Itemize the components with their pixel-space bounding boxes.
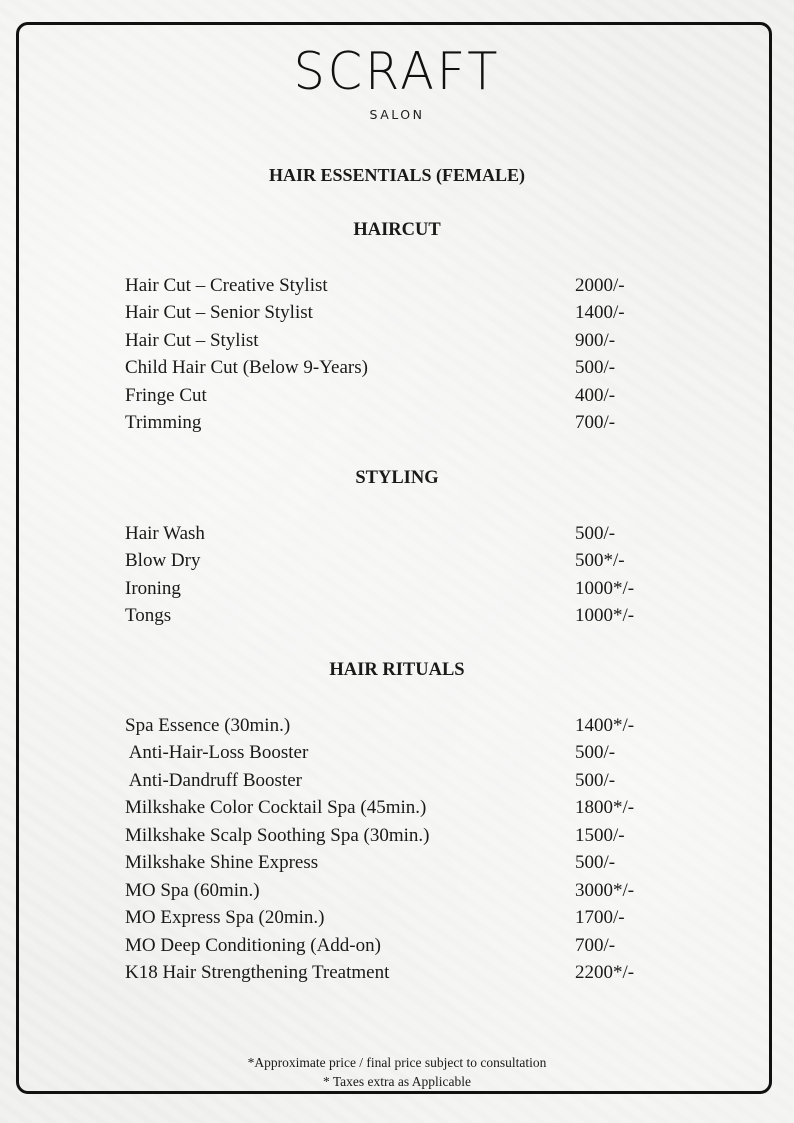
list-item: [125, 410, 685, 438]
list-item: [125, 877, 685, 905]
item-price: 1500/-: [575, 824, 625, 846]
list-item: [125, 520, 685, 548]
item-name: Child Hair Cut (Below 9-Years): [125, 357, 368, 379]
list-item: [125, 822, 685, 850]
list-item: [125, 712, 685, 740]
styling-list: [125, 520, 685, 630]
page-title: HAIR ESSENTIALS (FEMALE): [268, 165, 526, 185]
list-item: [125, 960, 685, 988]
logo-subtitle: SALON: [369, 107, 425, 122]
item-name: Hair Cut – Creative Stylist: [125, 274, 328, 296]
item-name: Ironing: [125, 577, 181, 599]
hair-rituals-list: [125, 712, 685, 987]
item-name: Trimming: [125, 412, 202, 434]
list-item: [125, 905, 685, 933]
item-name: Hair Cut – Stylist: [125, 329, 259, 351]
item-price: 900/-: [575, 329, 616, 351]
item-name: K18 Hair Strengthening Treatment: [125, 962, 390, 984]
footer-notes: [0, 1053, 794, 1091]
item-price: 700/-: [575, 412, 616, 434]
item-price: 2000/-: [575, 274, 625, 296]
list-item: [125, 932, 685, 960]
item-price: 1400/-: [575, 302, 625, 324]
list-item: [125, 300, 685, 328]
item-price: 500/-: [575, 852, 616, 874]
section-title-haircut: HAIRCUT: [353, 220, 441, 240]
item-price: 500/-: [575, 357, 616, 379]
item-name: Tongs: [125, 605, 172, 627]
list-item: [125, 355, 685, 383]
list-item: [125, 850, 685, 878]
haircut-list: [125, 272, 685, 437]
item-price: 700/-: [575, 934, 616, 956]
list-item: [125, 272, 685, 300]
item-price: 1000*/-: [575, 605, 635, 627]
list-item: [125, 548, 685, 576]
item-price: 1400*/-: [575, 714, 635, 736]
footer-note-taxes: * Taxes extra as Applicable: [322, 1074, 471, 1089]
list-item: [125, 603, 685, 631]
item-price: 500/-: [575, 769, 616, 791]
item-name: Blow Dry: [125, 550, 201, 572]
section-title-styling: STYLING: [355, 468, 439, 488]
item-name: MO Spa (60min.): [125, 879, 260, 901]
list-item: [125, 795, 685, 823]
list-item: [125, 767, 685, 795]
item-name: Milkshake Color Cocktail Spa (45min.): [125, 797, 427, 819]
item-price: 500/-: [575, 522, 616, 544]
item-name: MO Deep Conditioning (Add-on): [125, 934, 381, 956]
salon-logo: [0, 42, 794, 122]
item-name: Milkshake Shine Express: [125, 852, 319, 874]
footer-note-approximate: *Approximate price / final price subject to consultation: [247, 1055, 547, 1070]
item-price: 400/-: [575, 384, 616, 406]
item-price: 1800*/-: [575, 797, 635, 819]
logo-brand: SCRAFT: [293, 42, 501, 102]
item-price: 3000*/-: [575, 879, 635, 901]
item-name: Hair Wash: [125, 522, 205, 544]
item-price: 1700/-: [575, 907, 625, 929]
list-item: [125, 740, 685, 768]
item-name: Milkshake Scalp Soothing Spa (30min.): [125, 824, 430, 846]
item-name: Spa Essence (30min.): [125, 714, 291, 736]
list-item: [125, 575, 685, 603]
item-price: 500*/-: [575, 550, 625, 572]
item-price: 2200*/-: [575, 962, 635, 984]
item-price: 500/-: [575, 742, 616, 764]
item-name: MO Express Spa (20min.): [125, 907, 325, 929]
list-item: [125, 327, 685, 355]
item-name: Fringe Cut: [125, 384, 207, 406]
item-name: Anti-Dandruff Booster: [125, 769, 302, 791]
item-name: Hair Cut – Senior Stylist: [125, 302, 313, 324]
item-name: Anti-Hair-Loss Booster: [125, 742, 309, 764]
list-item: [125, 382, 685, 410]
item-price: 1000*/-: [575, 577, 635, 599]
section-title-hair-rituals: HAIR RITUALS: [329, 660, 465, 680]
